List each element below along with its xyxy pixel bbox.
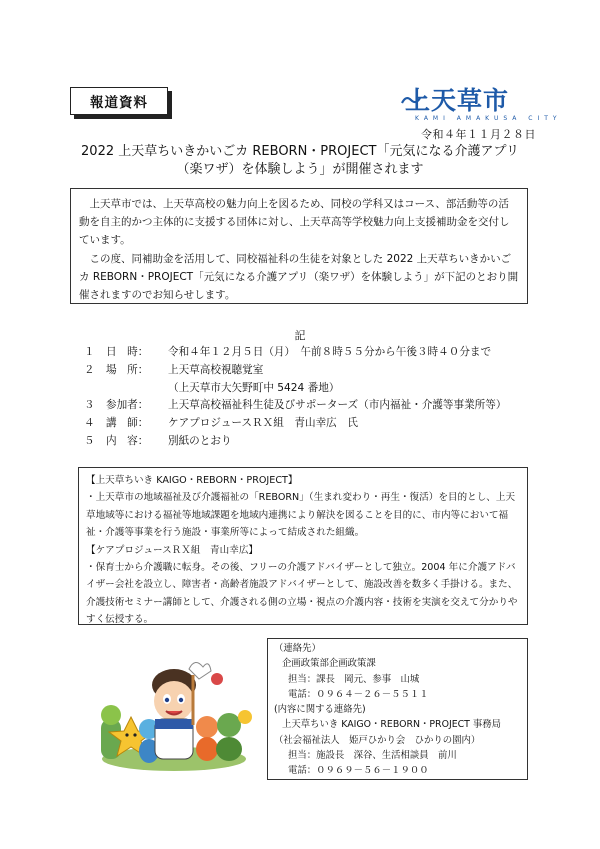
release-date: 令和４年１１月２８日 [421, 128, 536, 141]
mascot-illustration-icon [95, 655, 253, 773]
detail-number: ３ [84, 399, 95, 412]
detail-number: ４ [84, 417, 95, 430]
press-release-label-text: 報道資料 [90, 95, 148, 111]
detail-value: ケアプロジュースＲＸ組 青山幸広 氏 [168, 417, 358, 430]
detail-value: 上天草高校福祉科生徒及びサポーターズ（市内福祉・介護等事業所等） [168, 399, 507, 412]
detail-row-participants [84, 397, 506, 415]
about-heading-lecturer: 【ケアプロジュースＲＸ組 青山幸広】 [86, 544, 259, 556]
contact-title: （連絡先） [274, 643, 321, 654]
about-box [78, 467, 528, 625]
detail-number: ２ [84, 363, 95, 376]
detail-label: 参加者： [106, 399, 149, 412]
detail-label: 場 所： [106, 363, 149, 376]
detail-value: （上天草市大矢野町中 5424 番地） [168, 381, 340, 394]
title-line-2: （楽ワザ）を体験しよう」が開催されます [176, 162, 424, 177]
city-logo [405, 86, 562, 125]
detail-value: 上天草高校視聴覚室 [168, 363, 264, 376]
logo-main-text: 上天草市 [405, 86, 510, 115]
about-text-project: ・上天草市の地域福祉及び介護福祉の「REBORN」（生まれ変わり・再生・復活）を目的とし、上天草地域等における福祉等地域課題を地域内連携により解決を図ることを目的に、市内等において福祉・介護等事業を行う施設・事業所等によって結成された組織。 [86, 492, 516, 539]
contact-box [267, 638, 528, 780]
detail-row-date [84, 344, 506, 362]
page-title [60, 143, 540, 179]
contact-organization: 上天草ちいき KAIGO・REBORN・PROJECT 事務局 [282, 719, 502, 731]
detail-row-address [84, 380, 506, 398]
logo-sub-text: KAMI AMAKUSA CITY [415, 115, 562, 122]
press-release-label [70, 87, 168, 115]
intro-box [70, 188, 528, 304]
detail-label: 内 容： [106, 434, 149, 447]
detail-label: 日 時： [106, 346, 149, 358]
contact-person-2: 担当：施設長 深谷、生活相談員 前川 [288, 750, 457, 762]
ki-heading: 記 [294, 329, 306, 342]
contact-corporation: （社会福祉法人 姫戸ひかり会 ひかりの園内） [274, 734, 481, 746]
detail-label: 講 師： [106, 417, 149, 430]
event-details [84, 344, 506, 451]
about-text-lecturer: ・保育士から介護職に転身。その後、フリーの介護アドバイザーとして独立。2004 年に介護アドバイザー会社を設立し、障害者・高齢者施設アドバイザーとして、施設改善を数多く手掛ける。また、介護技術セミナー講師として、介護される側の立場・視点の介護内容・技術を実演を交えて分かりやすく伝授する。 [86, 562, 518, 626]
detail-value: 令和４年１２月５日（月） 午前８時５５分から午後３時４０分まで [168, 346, 492, 358]
intro-paragraph-2: この度、同補助金を活用して、同校福祉科の生徒を対象とした 2022 上天草ちいきかいごカ REBORN・PROJECT「元気になる介護アプリ（楽ワザ）を体験しよう」が下記のとおり開催されますのでお知らせします。 [79, 252, 519, 302]
detail-number: １ [84, 346, 95, 358]
detail-label [106, 380, 168, 398]
detail-value: 別紙のとおり [168, 434, 232, 447]
detail-number [84, 380, 106, 398]
detail-row-content [84, 433, 506, 451]
detail-row-lecturer [84, 415, 506, 433]
detail-row-place [84, 362, 506, 380]
contact-person: 担当：課長 岡元、参事 山城 [288, 673, 420, 685]
title-line-1: 2022 上天草ちいきかいごカ REBORN・PROJECT「元気になる介護アプリ [81, 144, 519, 159]
contact-department: 企画政策部企画政策課 [282, 658, 376, 670]
about-heading-project: 【上天草ちいき KAIGO・REBORN・PROJECT】 [86, 475, 298, 486]
contact-phone-2: 電話：０９６９－５６－１９００ [288, 765, 429, 777]
intro-paragraph-1: 上天草市では、上天草高校の魅力向上を図るため、同校の学科又はコース、部活動等の活動を自主的かつ主体的に支援する団体に対し、上天草高等学校魅力向上支援補助金を交付しています。 [79, 198, 510, 247]
contact-phone: 電話：０９６４－２６－５５１１ [288, 688, 429, 700]
contact-title-content: (内容に関する連絡先) [274, 704, 366, 716]
detail-number: ５ [84, 434, 95, 447]
wave-icon [401, 93, 421, 107]
